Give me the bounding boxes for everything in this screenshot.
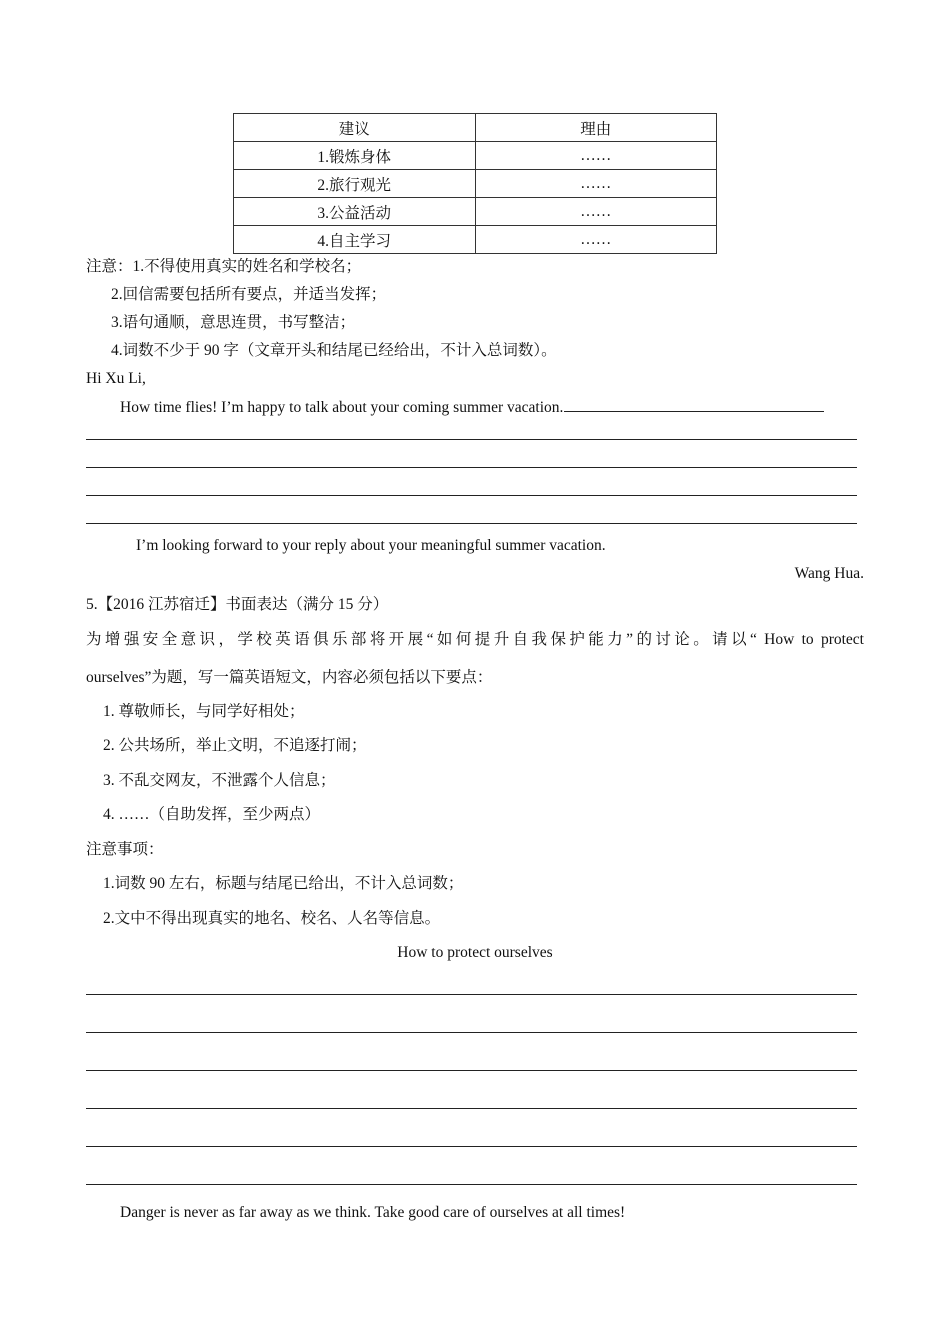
letter-greeting: Hi Xu Li, xyxy=(86,370,146,387)
q5-point-3: 3. 不乱交网友，不泄露个人信息； xyxy=(103,772,336,789)
answer-line[interactable] xyxy=(86,994,857,995)
essay-title: How to protect ourselves xyxy=(397,944,553,961)
answer-line[interactable] xyxy=(86,1070,857,1071)
q5-intro-line1: 为增强安全意识，学校英语俱乐部将开展“如何提升自我保护能力”的讨论。请以“ How to protect xyxy=(86,631,864,648)
table-cell-reason: …… xyxy=(475,198,717,226)
q5-note-1: 1.词数 90 左右，标题与结尾已给出，不计入总词数； xyxy=(103,875,464,892)
answer-blank[interactable] xyxy=(564,397,824,412)
note-2: 2.回信需要包括所有要点，并适当发挥； xyxy=(111,286,387,303)
note-1: 注意：1.不得使用真实的姓名和学校名； xyxy=(86,258,362,275)
table-header-row xyxy=(234,114,717,142)
answer-line[interactable] xyxy=(86,523,857,524)
letter-closing: I’m looking forward to your reply about your meaningful summer vacation. xyxy=(136,537,606,554)
table-row xyxy=(234,226,717,254)
essay-ending: Danger is never as far away as we think. Take good care of ourselves at all times! xyxy=(120,1204,626,1221)
table-header-reason: 理由 xyxy=(475,114,717,142)
suggestion-table xyxy=(233,113,717,254)
q5-point-2: 2. 公共场所，举止文明，不追逐打闹； xyxy=(103,737,367,754)
answer-line[interactable] xyxy=(86,495,857,496)
table-cell-reason: …… xyxy=(475,170,717,198)
note-3: 3.语句通顺，意思连贯，书写整洁； xyxy=(111,314,356,331)
note-4: 4.词数不少于 90 字（文章开头和结尾已经给出，不计入总词数）。 xyxy=(111,342,557,359)
table-cell-suggestion: 3.公益活动 xyxy=(234,198,476,226)
answer-line[interactable] xyxy=(86,1032,857,1033)
answer-line[interactable] xyxy=(86,439,857,440)
answer-line[interactable] xyxy=(86,1146,857,1147)
q5-intro-line2: ourselves”为题，写一篇英语短文，内容必须包括以下要点： xyxy=(86,669,493,686)
table-header-suggestion: 建议 xyxy=(234,114,476,142)
answer-line[interactable] xyxy=(86,1184,857,1185)
table-cell-reason: …… xyxy=(475,142,717,170)
table-cell-suggestion: 4.自主学习 xyxy=(234,226,476,254)
letter-signature: Wang Hua. xyxy=(794,565,864,582)
table-cell-reason: …… xyxy=(475,226,717,254)
q5-notes-heading: 注意事项： xyxy=(86,841,164,858)
table-cell-suggestion: 1.锻炼身体 xyxy=(234,142,476,170)
table-row xyxy=(234,198,717,226)
letter-opening-line xyxy=(120,397,824,418)
q5-point-1: 1. 尊敬师长，与同学好相处； xyxy=(103,703,305,720)
q5-note-2: 2.文中不得出现真实的地名、校名、人名等信息。 xyxy=(103,910,441,927)
answer-line[interactable] xyxy=(86,467,857,468)
q5-point-4: 4. ……（自助发挥，至少两点） xyxy=(103,806,321,823)
answer-line[interactable] xyxy=(86,1108,857,1109)
q5-title: 5.【2016 江苏宿迁】书面表达（满分 15 分） xyxy=(86,596,389,613)
table-row xyxy=(234,142,717,170)
letter-opening: How time flies! I’m happy to talk about your coming summer vacation. xyxy=(120,399,564,416)
table-row xyxy=(234,170,717,198)
table-cell-suggestion: 2.旅行观光 xyxy=(234,170,476,198)
